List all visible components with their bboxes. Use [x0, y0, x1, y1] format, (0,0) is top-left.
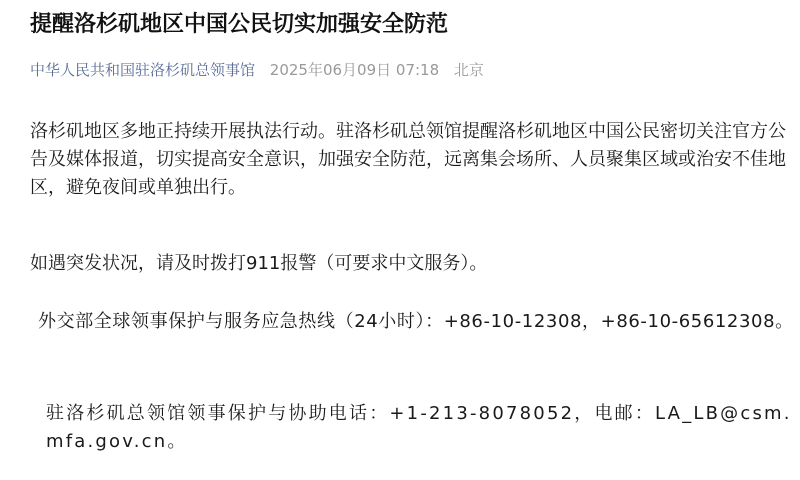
- publish-date: 2025年06月09日 07:18: [269, 61, 440, 79]
- publish-location: 北京: [453, 61, 484, 79]
- article-meta: [30, 58, 484, 82]
- paragraph-consulate-contact: 驻洛杉矶总领馆领事保护与协助电话：+1-213-8078052，电邮：LA_LB@csm.mfa.gov.cn。: [46, 403, 792, 452]
- paragraph-notice: 洛杉矶地区多地正持续开展执法行动。驻洛杉矶总领馆提醒洛杉矶地区中国公民密切关注官方公告及媒体报道，切实提高安全意识，加强安全防范，远离集会场所、人员聚集区域或治安不佳地区，避免夜间或单独出行。: [30, 121, 786, 198]
- paragraph-hotline: 外交部全球领事保护与服务应急热线（24小时）：+86-10-12308，+86-10-65612308。: [38, 311, 794, 332]
- article-title: 提醒洛杉矶地区中国公民切实加强安全防范: [30, 12, 449, 37]
- source-link[interactable]: 中华人民共和国驻洛杉矶总领事馆: [30, 61, 256, 79]
- paragraph-emergency: 如遇突发状况，请及时拨打911报警（可要求中文服务）。: [30, 253, 488, 274]
